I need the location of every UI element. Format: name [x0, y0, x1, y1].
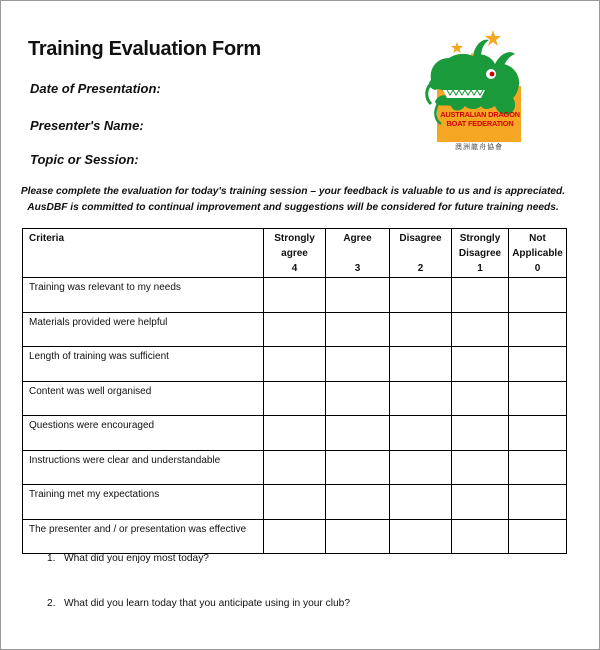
table-row	[23, 347, 567, 382]
rating-cell-1[interactable]	[452, 278, 509, 313]
header-text: Strongly	[459, 233, 501, 244]
header-criteria: Criteria	[23, 229, 264, 278]
header-agree	[326, 229, 390, 278]
rating-cell-1[interactable]	[452, 312, 509, 347]
rating-cell-1[interactable]	[452, 347, 509, 382]
logo-chinese-text: 澳洲龍舟協會	[455, 144, 503, 151]
ausdbf-logo	[425, 28, 525, 156]
question-2	[47, 598, 350, 609]
dragon-icon	[429, 54, 519, 115]
rating-cell-2[interactable]	[390, 485, 452, 520]
rating-cell-2[interactable]	[390, 450, 452, 485]
star-icon	[451, 42, 463, 53]
header-score: 1	[477, 263, 483, 274]
rating-cell-1[interactable]	[452, 416, 509, 451]
header-text: agree	[281, 248, 308, 259]
criteria-cell: Length of training was sufficient	[23, 347, 264, 382]
header-text: Disagree	[399, 233, 442, 244]
rating-cell-4[interactable]	[264, 347, 326, 382]
rating-table	[22, 228, 567, 554]
instructions-line-2: AusDBF is committed to continual improvement and suggestions will be considered for future training needs.	[27, 201, 559, 213]
question-1	[47, 553, 209, 564]
table-row	[23, 278, 567, 313]
table-row	[23, 381, 567, 416]
header-score: 4	[291, 263, 298, 274]
rating-cell-2[interactable]	[390, 347, 452, 382]
logo-line-2: BOAT FEDERATION	[446, 119, 514, 128]
rating-cell-3[interactable]	[326, 278, 390, 313]
rating-cell-0[interactable]	[509, 450, 567, 485]
rating-cell-3[interactable]	[326, 347, 390, 382]
rating-cell-4[interactable]	[264, 519, 326, 554]
rating-cell-1[interactable]	[452, 381, 509, 416]
header-disagree	[390, 229, 452, 278]
rating-cell-4[interactable]	[264, 450, 326, 485]
rating-cell-0[interactable]	[509, 381, 567, 416]
question-text: What did you learn today that you anticipate using in your club?	[64, 598, 350, 609]
star-icon	[485, 30, 501, 46]
rating-cell-2[interactable]	[390, 416, 452, 451]
table-row	[23, 450, 567, 485]
criteria-cell: Questions were encouraged	[23, 416, 264, 451]
header-text: Agree	[343, 233, 372, 244]
rating-cell-1[interactable]	[452, 450, 509, 485]
header-text: Applicable	[512, 248, 563, 259]
form-title: Training Evaluation Form	[28, 38, 261, 60]
rating-cell-4[interactable]	[264, 381, 326, 416]
header-score: 2	[417, 263, 424, 274]
criteria-cell: Materials provided were helpful	[23, 312, 264, 347]
instructions-line-1: Please complete the evaluation for today's training session – your feedback is valuable to us and is appreciated.	[20, 186, 566, 197]
rating-cell-3[interactable]	[326, 416, 390, 451]
header-strongly-agree	[264, 229, 326, 278]
header-score: 0	[534, 263, 541, 274]
header-text	[390, 246, 451, 261]
instructions	[20, 184, 566, 215]
criteria-cell: Instructions were clear and understandable	[23, 450, 264, 485]
table-header-row	[23, 229, 567, 278]
rating-cell-0[interactable]	[509, 278, 567, 313]
presenters-name-label: Presenter's Name:	[30, 118, 144, 133]
question-number: 2.	[47, 598, 56, 609]
table-row	[23, 416, 567, 451]
rating-cell-3[interactable]	[326, 312, 390, 347]
table-row	[23, 312, 567, 347]
rating-cell-2[interactable]	[390, 519, 452, 554]
table-row	[23, 519, 567, 554]
rating-cell-0[interactable]	[509, 485, 567, 520]
date-of-presentation-label: Date of Presentation:	[30, 81, 161, 96]
rating-cell-4[interactable]	[264, 485, 326, 520]
criteria-cell: Content was well organised	[23, 381, 264, 416]
logo-wordmark	[438, 110, 522, 128]
criteria-cell: Training was relevant to my needs	[23, 278, 264, 313]
rating-cell-2[interactable]	[390, 312, 452, 347]
table-row	[23, 485, 567, 520]
rating-cell-2[interactable]	[390, 381, 452, 416]
header-not-applicable	[509, 229, 567, 278]
rating-cell-0[interactable]	[509, 312, 567, 347]
criteria-cell: Training met my expectations	[23, 485, 264, 520]
rating-cell-3[interactable]	[326, 519, 390, 554]
rating-cell-3[interactable]	[326, 381, 390, 416]
rating-cell-3[interactable]	[326, 450, 390, 485]
rating-cell-4[interactable]	[264, 278, 326, 313]
criteria-cell: The presenter and / or presentation was effective	[23, 519, 264, 554]
rating-cell-2[interactable]	[390, 278, 452, 313]
rating-cell-4[interactable]	[264, 416, 326, 451]
header-text	[326, 246, 389, 261]
question-number: 1.	[47, 553, 56, 564]
header-strongly-disagree	[452, 229, 509, 278]
header-text: Not	[529, 233, 546, 244]
header-text: Disagree	[458, 248, 502, 259]
rating-cell-3[interactable]	[326, 485, 390, 520]
rating-cell-4[interactable]	[264, 312, 326, 347]
rating-cell-1[interactable]	[452, 519, 509, 554]
rating-cell-1[interactable]	[452, 485, 509, 520]
rating-cell-0[interactable]	[509, 416, 567, 451]
rating-cell-0[interactable]	[509, 347, 567, 382]
logo-line-1: AUSTRALIAN DRAGON	[440, 110, 520, 119]
header-score: 3	[354, 263, 361, 274]
question-text: What did you enjoy most today?	[64, 553, 209, 564]
rating-cell-0[interactable]	[509, 519, 567, 554]
header-text: Strongly	[274, 233, 315, 244]
topic-or-session-label: Topic or Session:	[30, 152, 139, 167]
